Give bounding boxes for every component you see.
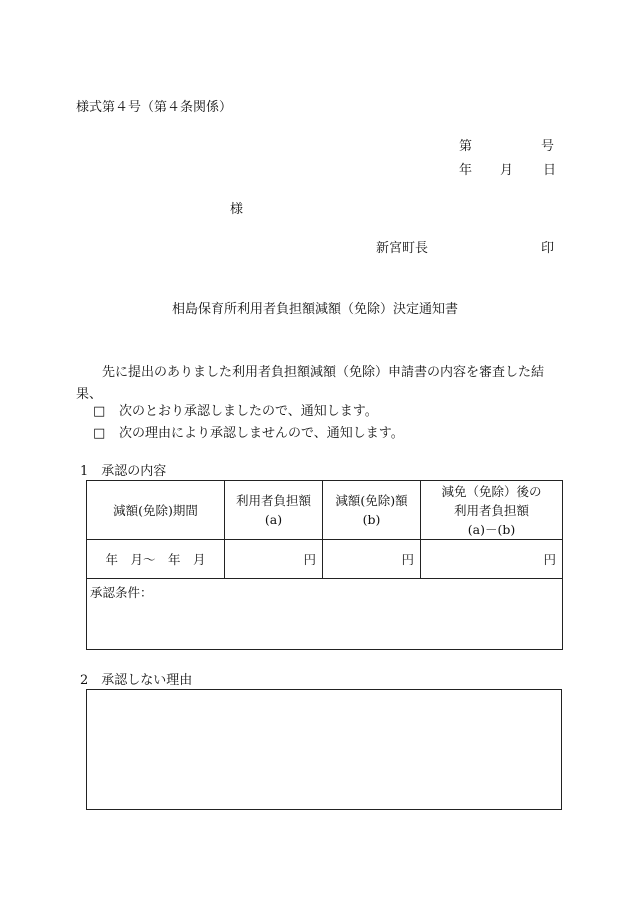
issue-year: 年 xyxy=(459,163,473,178)
section1-heading: 1 承認の内容 xyxy=(80,464,167,479)
period-cell[interactable]: 年 月～ 年 月 xyxy=(87,540,225,579)
choice-rejected-checkbox[interactable]: □ xyxy=(93,426,106,441)
issue-month: 月 xyxy=(500,163,514,178)
issue-go: 号 xyxy=(541,139,555,154)
rejection-reason-box[interactable] xyxy=(86,689,562,810)
sender-name: 新宮町長 xyxy=(376,241,429,256)
body-text: 先に提出のありました利用者負担額減額（免除）申請書の内容を審査した結果、 xyxy=(76,365,545,402)
choice-approved-label: 次のとおり承認しましたので、通知します。 xyxy=(119,404,378,419)
section2-heading: 2 承認しない理由 xyxy=(80,673,193,688)
seal-mark: 印 xyxy=(541,241,555,256)
choice-rejected-label: 次の理由により承認しませんので、通知します。 xyxy=(119,426,404,441)
header-reduction-label: 減額(免除)額 xyxy=(335,493,408,508)
header-period: 減額(免除)期間 xyxy=(87,481,225,540)
issue-number-row xyxy=(459,140,559,164)
approval-table xyxy=(86,480,563,650)
document-title: 相島保育所利用者負担額減額（免除）決定通知書 xyxy=(171,302,458,317)
after-amount-cell[interactable]: 円 xyxy=(421,540,563,579)
reduction-amount-cell[interactable]: 円 xyxy=(323,540,421,579)
table-row xyxy=(87,540,563,579)
header-after-formula: (a)－(b) xyxy=(467,521,516,537)
issue-dai: 第 xyxy=(459,139,473,154)
header-reduction-symbol: (b) xyxy=(362,512,381,527)
header-burden xyxy=(225,481,323,540)
issue-number-date xyxy=(459,140,559,188)
header-burden-symbol: (a) xyxy=(264,512,283,527)
conditions-cell[interactable]: 承認条件： xyxy=(87,579,563,650)
form-number: 様式第４号（第４条関係） xyxy=(76,100,233,115)
header-burden-label: 利用者負担額 xyxy=(235,493,311,508)
header-reduction xyxy=(323,481,421,540)
issue-date-row xyxy=(459,164,559,188)
conditions-row xyxy=(87,579,563,650)
approval-table-header xyxy=(87,481,563,540)
header-after xyxy=(421,481,563,540)
burden-amount-cell[interactable]: 円 xyxy=(225,540,323,579)
choice-rejected xyxy=(93,427,404,440)
choice-approved xyxy=(93,405,378,418)
issue-day: 日 xyxy=(543,163,557,178)
choice-approved-checkbox[interactable]: □ xyxy=(93,404,106,419)
header-after-label-2: 利用者負担額 xyxy=(453,502,529,518)
header-after-label-1: 減免（免除）後の xyxy=(441,483,542,499)
addressee-suffix: 様 xyxy=(230,202,244,217)
